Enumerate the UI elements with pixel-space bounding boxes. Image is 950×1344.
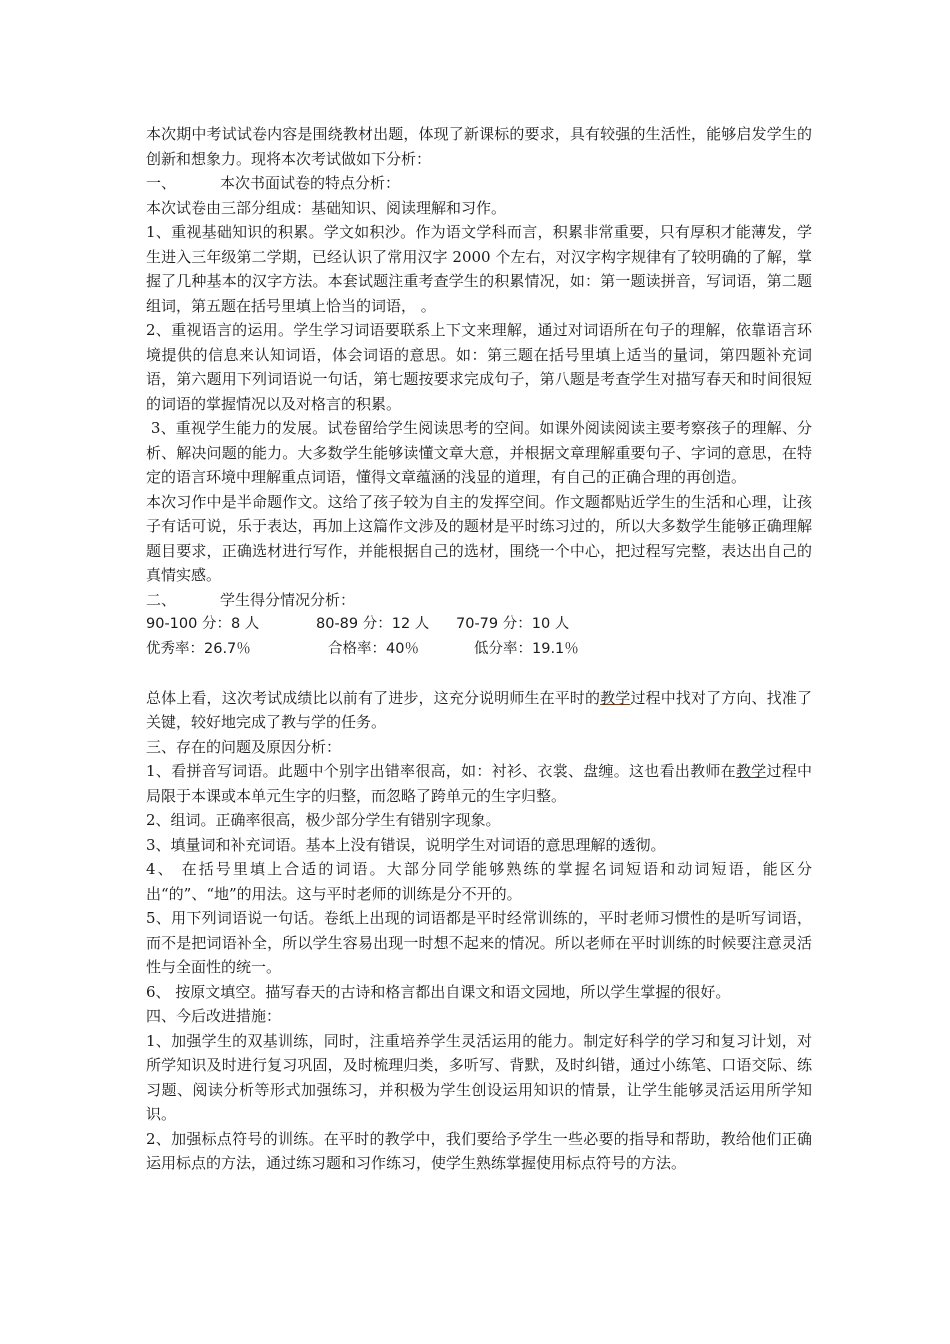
issue-1-text-before: 1、看拼音写词语。此题中个别字出错率很高，如：衬衫、衣裳、盘缠。这也看出教师在: [146, 762, 736, 780]
section-2-title: 学生得分情况分析：: [220, 590, 356, 609]
issue-5-paragraph: 5、用下列词语说一句话。卷纸上出现的词语都是平时经常训练的，平时老师习惯性的是听写词语，而不是把词语补全，所以学生容易出现一时想不起来的情况。所以老师在平时训练的时候要注意灵活性与全面性的统一。: [146, 909, 812, 976]
summary-paragraph: [146, 686, 812, 735]
summary-teaching-link[interactable]: 教学: [600, 688, 631, 707]
issue-1-paragraph: [146, 759, 812, 808]
issue-4-paragraph: 4、 在括号里填上合适的词语。大部分同学能够熟练的掌握名词短语和动词短语，能区分出“的”、“地”的用法。这与平时老师的训练是分不开的。: [146, 860, 812, 903]
document-body: [146, 122, 812, 1176]
section-1-title: 本次书面试卷的特点分析：: [220, 174, 401, 192]
section-2-number: 二、: [146, 590, 177, 609]
summary-text-after: 过程中找对了方向、找准了关键，较好地完成了教与学的任务。: [146, 688, 812, 731]
issue-3-paragraph: 3、填量词和补充词语。基本上没有错误，说明学生对词语的意思理解的透彻。: [146, 835, 666, 854]
score-distribution-row: [146, 612, 812, 637]
blank-line: [146, 661, 812, 686]
point-3-paragraph: 3、重视学生能力的发展。试卷留给学生阅读思考的空间。如课外阅读阅读主要考察孩子的理解、分析、解决问题的能力。大多数学生能够读懂文章大意，并根据文章理解重要句子、字词的意思，在特定的语言环境中理解重点词语，懂得文章蕴涵的浅显的道理，有自己的正确合理的再创造。: [146, 419, 812, 486]
measure-2-paragraph: 2、加强标点符号的训练。在平时的教学中，我们要给予学生一些必要的指导和帮助，教给他们正确运用标点的方法，通过练习题和习作练习，使学生熟练掌握使用标点符号的方法。: [146, 1129, 812, 1172]
composition-paragraph: 本次习作中是半命题作文。这给了孩子较为自主的发挥空间。作文题都贴近学生的生活和心理，让孩子有话可说，乐于表达，再加上这篇作文涉及的题材是平时练习过的，所以大多数学生能够正确理解题目要求，正确选材进行写作，并能根据自己的选材，围绕一个中心，把过程写完整，表达出自己的真情实感。: [146, 492, 812, 584]
section-3-heading: 三、存在的问题及原因分析：: [146, 737, 342, 756]
section-1-number: 一、: [146, 174, 177, 192]
section-1-heading: [146, 171, 812, 196]
summary-text-before: 总体上看，这次考试成绩比以前有了进步，这充分说明师生在平时的: [146, 688, 601, 707]
intro-paragraph: 本次期中考试试卷内容是围绕教材出题，体现了新课标的要求，具有较强的生活性，能够启发学生的创新和想象力。现将本次考试做如下分析：: [146, 125, 812, 168]
score-range-80-89: 80-89 分：12 人: [316, 616, 430, 632]
issue-6-paragraph: 6、 按原文填空。描写春天的古诗和格言都出自课文和语文园地，所以学生掌握的很好。: [146, 982, 731, 1001]
measure-1-paragraph: 1、加强学生的双基训练，同时，注重培养学生灵活运用的能力。制定好科学的学习和复习计划，对所学知识及时进行复习巩固，及时梳理归类，多听写、背默，及时纠错，通过小练笔、口语交际、练习题、阅读分析等形式加强练习，并积极为学生创设运用知识的情景，让学生能够灵活运用所学知识。: [146, 1031, 812, 1123]
excellent-rate: 优秀率：26.7％: [146, 640, 251, 657]
point-1-paragraph: 1、重视基础知识的积累。学文如积沙。作为语文学科而言，积累非常重要，只有厚积才能薄发，学生进入三年级第二学期，已经认识了常用汉字 2000 个左右，对汉字构字规律有了较明确的了解，掌握了几种基本的汉字方法。本套试题注重考查学生的积累情况，如：第一题读拼音，写词语，第二题组词，第五题在括号里填上恰当的词语， 。: [146, 223, 812, 315]
issue-1-teaching-link[interactable]: 教学: [735, 762, 767, 780]
section-1-intro: 本次试卷由三部分组成：基础知识、阅读理解和习作。: [146, 198, 507, 217]
pass-rate: 合格率：40％: [328, 640, 419, 657]
score-range-70-79: 70-79 分：10 人: [456, 616, 570, 632]
section-4-heading: 四、今后改进措施：: [146, 1007, 282, 1025]
section-2-heading: [146, 588, 812, 613]
score-range-90-100: 90-100 分：8 人: [146, 616, 260, 632]
issue-1-text-after: 过程中局限于本课或本单元生字的归整，而忽略了跨单元的生字归整。: [146, 762, 812, 805]
point-2-paragraph: 2、重视语言的运用。学生学习词语要联系上下文来理解，通过对词语所在句子的理解，依靠语言环境提供的信息来认知词语，体会词语的意思。如：第三题在括号里填上适当的量词，第四题补充词语，第六题用下列词语说一句话，第七题按要求完成句子，第八题是考查学生对描写春天和时间很短的词语的掌握情况以及对格言的积累。: [146, 321, 812, 413]
issue-2-paragraph: 2、组词。正确率很高，极少部分学生有错别字现象。: [146, 811, 501, 829]
rates-row: [146, 637, 812, 662]
low-rate: 低分率：19.1％: [474, 640, 579, 657]
